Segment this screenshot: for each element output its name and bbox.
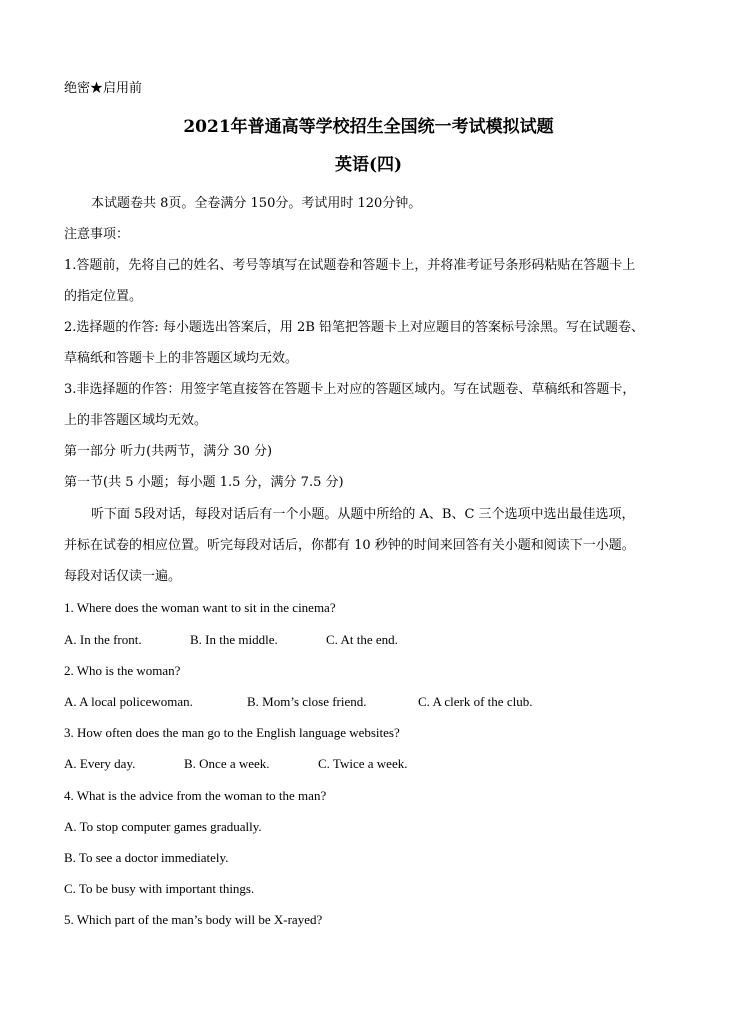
- question-1-options: [64, 631, 398, 649]
- note-3-line-1: 3.非选择题的作答：用签字笔直接答在答题卡上对应的答题区域内。写在试题卷、草稿纸和答题卡，: [64, 382, 636, 397]
- exam-subtitle: 英语(四): [334, 155, 403, 175]
- instructions-line-2: 并标在试卷的相应位置。听完每段对话后，你都有 10 秒钟的时间来回答有关小题和阅读下一小题。: [64, 538, 635, 553]
- question-1-option-c: C. At the end.: [326, 632, 398, 647]
- question-1-option-b: B. In the middle.: [190, 632, 278, 647]
- question-2: 2. Who is the woman?: [64, 663, 181, 678]
- question-2-options: [64, 693, 532, 711]
- question-4-option-c: C. To be busy with important things.: [64, 881, 255, 896]
- note-2-line-1: 2.选择题的作答: 每小题选出答案后，用 2B 铅笔把答题卡上对应题目的答案标号涂黑。写在试题卷、: [64, 320, 645, 335]
- intro-text: 本试题卷共 8页。全卷满分 150分。考试用时 120分钟。: [91, 196, 422, 211]
- question-3-option-a: A. Every day.: [64, 756, 136, 771]
- question-5: 5. Which part of the man’s body will be X-rayed?: [64, 912, 323, 927]
- notes-heading: 注意事项：: [64, 227, 130, 242]
- note-1-line-1: 1.答题前，先将自己的姓名、考号等填写在试题卷和答题卡上，并将准考证号条形码粘贴在答题卡上: [64, 258, 636, 273]
- question-3: 3. How often does the man go to the English language websites?: [64, 725, 400, 740]
- question-3-options: [64, 755, 407, 773]
- instructions-line-1: 听下面 5段对话，每段对话后有一个小题。从题中所给的 A、B、C 三个选项中选出最佳选项，: [91, 507, 635, 522]
- confidential-label: 绝密★启用前: [64, 81, 143, 96]
- question-3-option-c: C. Twice a week.: [318, 756, 408, 771]
- note-2-line-2: 草稿纸和答题卡上的非答题区域均无效。: [64, 351, 299, 366]
- question-2-option-b: B. Mom’s close friend.: [247, 694, 367, 709]
- question-4: 4. What is the advice from the woman to the man?: [64, 788, 327, 803]
- question-4-option-a: A. To stop computer games gradually.: [64, 819, 262, 834]
- note-3-line-2: 上的非答题区域均无效。: [64, 413, 208, 428]
- question-2-option-c: C. A clerk of the club.: [418, 694, 533, 709]
- question-4-option-b: B. To see a doctor immediately.: [64, 850, 229, 865]
- section1-heading: 第一节(共 5 小题；每小题 1.5 分，满分 7.5 分): [64, 475, 344, 490]
- exam-title: 2021年普通高等学校招生全国统一考试模拟试题: [183, 117, 554, 137]
- question-3-option-b: B. Once a week.: [184, 756, 270, 771]
- part1-heading: 第一部分 听力(共两节，满分 30 分): [64, 444, 273, 459]
- instructions-line-3: 每段对话仅读一遍。: [64, 569, 182, 584]
- question-1: 1. Where does the woman want to sit in the cinema?: [64, 600, 336, 615]
- question-2-option-a: A. A local policewoman.: [64, 694, 193, 709]
- note-1-line-2: 的指定位置。: [64, 289, 143, 304]
- question-1-option-a: A. In the front.: [64, 632, 142, 647]
